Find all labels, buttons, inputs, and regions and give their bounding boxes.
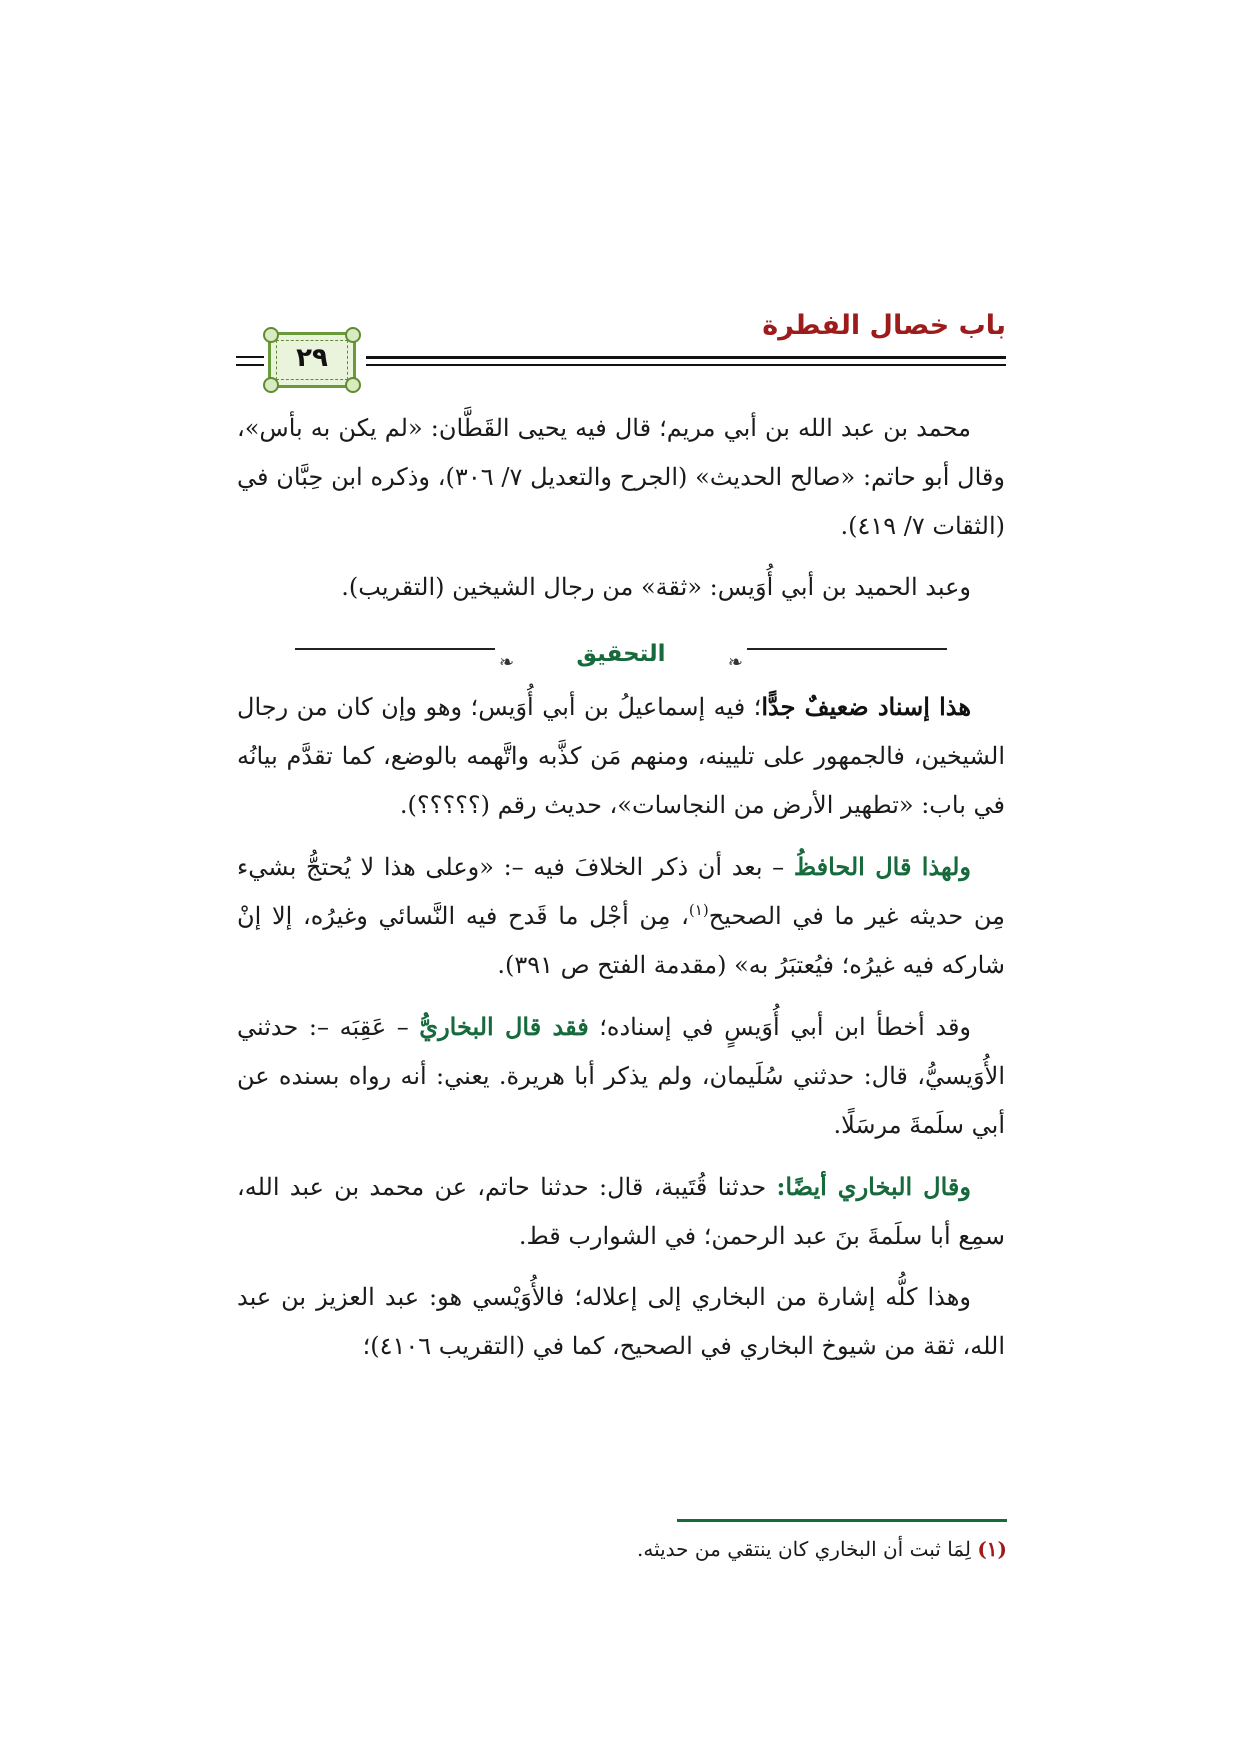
ornament-icon — [263, 327, 279, 343]
emphasis: ولهذا قال الحافظُ — [793, 852, 972, 881]
main-text — [237, 404, 1005, 1383]
footnote — [237, 1533, 1007, 1565]
paragraph — [237, 1002, 1005, 1150]
header-rule — [236, 364, 264, 366]
page-number-frame — [268, 332, 356, 388]
footnote-marker: (١) — [977, 1537, 1007, 1561]
chapter-title: باب خصال الفطرة — [762, 310, 1006, 341]
header-rule — [236, 356, 264, 358]
section-heading: التحقيق — [576, 641, 666, 667]
emphasis: وقال البخاري أيضًا: — [776, 1172, 971, 1201]
footnote-separator — [677, 1519, 1007, 1522]
paragraph — [237, 682, 1005, 830]
ornament-icon: ❧ — [499, 652, 515, 673]
paragraph-text: – عَقِبَه –: حدثني الأُوَيسيُّ، قال: حدثني سُلَيمان، ولم يذكر أبا هريرة. يعني: أنه رواه بسنده عن أبي سلَمةَ مرسَلًا. — [237, 1013, 1005, 1139]
paragraph: محمد بن عبد الله بن أبي مريم؛ قال فيه يحيى القَطَّان: «لم يكن به بأس»، وقال أبو حاتم: «صالح الحديث» (الجرح والتعديل ٧/ ٣٠٦)، وذكره ابن حِبَّان في (الثقات ٧/ ٤١٩). — [237, 414, 1005, 540]
emphasis: هذا إسناد ضعيفٌ جدًّا — [761, 692, 971, 721]
paragraph-text: – بعد أن ذكر الخلافَ فيه –: «وعلى هذا لا يُحتجُّ بشيء مِن حديثه غير ما في الصحيح — [237, 853, 1005, 930]
footnote-text: لِمَا ثبت أن البخاري كان ينتقي من حديثه. — [637, 1537, 978, 1561]
paragraph: وعبد الحميد بن أبي أُوَيس: «ثقة» من رجال الشيخين (التقريب). — [341, 573, 971, 601]
divider-line — [747, 648, 947, 650]
page-header — [236, 302, 1006, 394]
emphasis: فقد قال البخاريُّ — [419, 1012, 589, 1041]
page-number: ٢٩ — [296, 343, 328, 373]
paragraph-text: ؛ فيه إسماعيلُ بن أبي أُوَيس؛ وهو وإن كان من رجال الشيخين، فالجمهور على تليينه، ومنهم مَن كذَّبه واتَّهمه بالوضع، كما تقدَّم بيانُه في باب: «تطهير الأرض من النجاسات»، حديث رقم (؟؟؟؟؟). — [237, 693, 1005, 819]
header-rule — [366, 364, 1006, 366]
ornament-icon: ❧ — [727, 652, 743, 673]
paragraph — [237, 842, 1005, 990]
header-rule — [366, 356, 1006, 359]
ornament-icon — [263, 377, 279, 393]
footnote-reference[interactable]: (١) — [688, 901, 709, 919]
ornament-icon — [345, 327, 361, 343]
ornament-icon — [345, 377, 361, 393]
paragraph — [237, 1162, 1005, 1261]
paragraph-text: ، مِن أجْل ما قَدح فيه النَّسائي وغيرُه، إلا إنْ شاركه فيه غيرُه؛ فيُعتبَرُ به» (مقدمة الفتح ص ٣٩١). — [237, 902, 1005, 979]
paragraph-text: وقد أخطأ ابن أبي أُوَيسٍ في إسناده؛ — [588, 1013, 972, 1041]
paragraph: وهذا كلُّه إشارة من البخاري إلى إعلاله؛ فالأُوَيْسي هو: عبد العزيز بن عبد الله، ثقة من شيوخ البخاري في الصحيح، كما في (التقريب ٤١٠٦)؛ — [237, 1283, 1005, 1360]
paragraph-text: حدثنا قُتَيبة، قال: حدثنا حاتم، عن محمد بن عبد الله، سمِع أبا سلَمةَ بنَ عبد الرحمن؛ في الشوارب قط. — [237, 1173, 1005, 1250]
section-divider — [237, 624, 1005, 672]
